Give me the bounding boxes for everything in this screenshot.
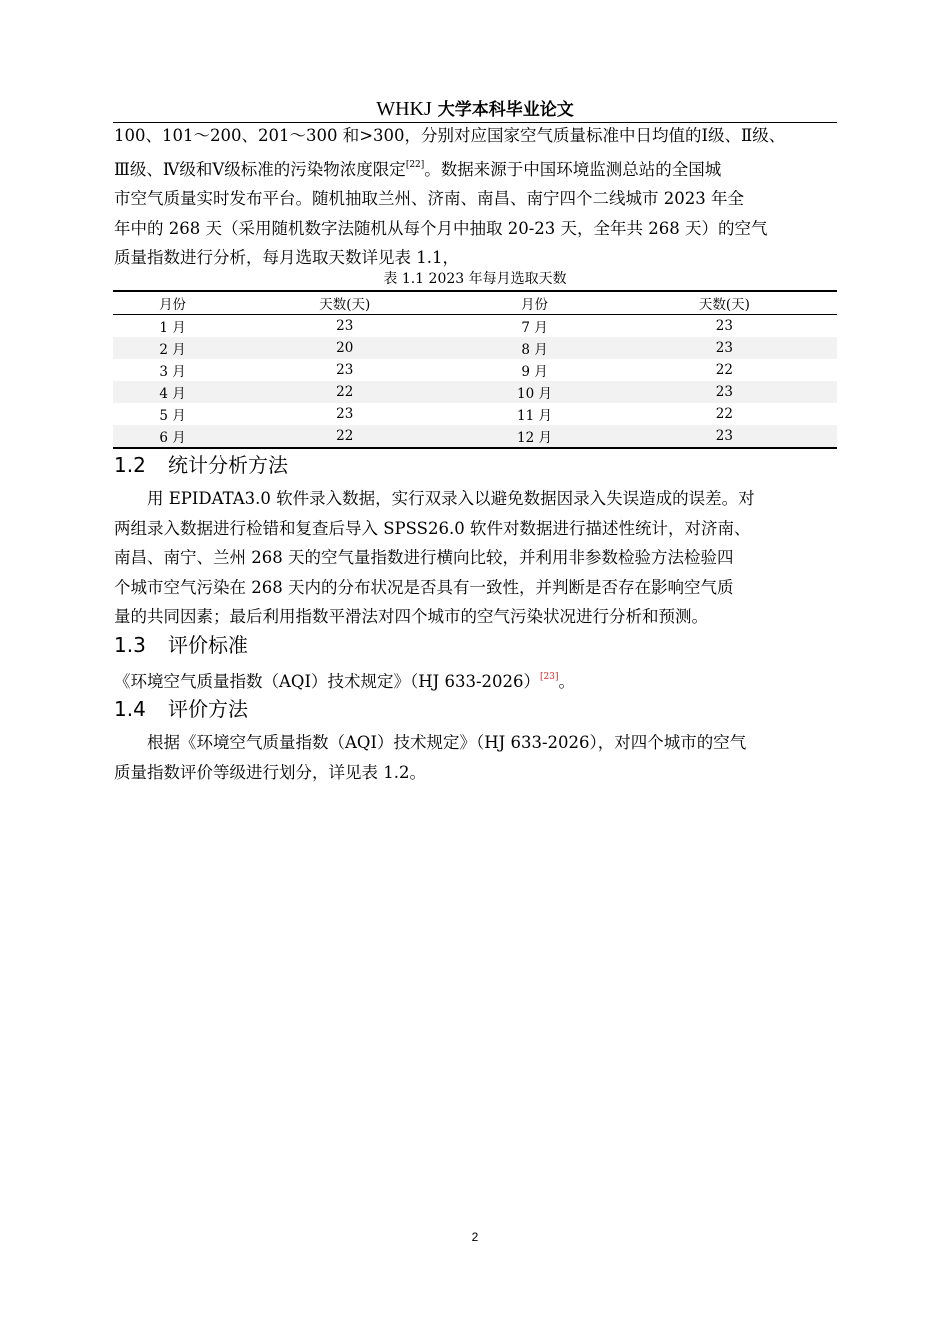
table-cell: 10 月: [457, 381, 611, 403]
section-heading-1-4: [114, 696, 248, 722]
standard-paragraph: [114, 663, 842, 697]
table-cell: 23: [715, 318, 733, 334]
table-row: [113, 337, 837, 359]
section-title: 评价标准: [168, 633, 248, 657]
section-number: 1.2: [114, 453, 146, 477]
table-cell: 11 月: [517, 408, 553, 424]
method-line: 个城市空气污染在 268 天内的分布状况是否具有一致性，并判断是否存在影响空气质: [114, 577, 734, 597]
table-cell: 20: [232, 337, 457, 359]
intro-line: 100、101～200、201～300 和>300，分别对应国家空气质量标准中日均值的Ⅰ级、Ⅱ级、: [114, 126, 786, 145]
evaluation-line: 根据《环境空气质量指数（AQI）技术规定》（HJ 633-2026），对四个城市的空气: [147, 733, 747, 752]
table-cell: 3 月: [159, 364, 186, 380]
table-cell: 22: [232, 425, 457, 448]
table-cell: 22: [232, 381, 457, 403]
standard-line: 《环境空气质量指数（AQI）技术规定》（HJ 633-2026）[23]。: [114, 672, 576, 691]
section-heading-1-3: [114, 632, 248, 658]
column-header: 天数(天): [232, 291, 457, 315]
table-row: [113, 381, 837, 403]
table-cell: 2 月: [113, 337, 232, 359]
table-cell: 23: [336, 406, 354, 422]
page-number: 2: [471, 1230, 479, 1244]
section-heading-1-2: [114, 452, 288, 478]
header-title: 大学本科毕业论文: [437, 100, 574, 120]
table-header-row: [113, 291, 837, 315]
table-cell: 23: [612, 337, 837, 359]
intro-line: 市空气质量实时发布平台。随机抽取兰州、济南、南昌、南宁四个二线城市 2023 年全: [114, 189, 744, 208]
table-cell: 12 月: [457, 425, 611, 448]
table-row: [113, 425, 837, 448]
section-title: 统计分析方法: [168, 453, 288, 477]
table-cell: 8 月: [457, 337, 611, 359]
method-line: 量的共同因素；最后利用指数平滑法对四个城市的空气污染状况进行分析和预测。: [114, 607, 708, 626]
table-row: [113, 359, 837, 381]
section-title: 评价方法: [168, 697, 248, 721]
table-cell: 23: [336, 362, 354, 378]
method-line: 两组录入数据进行检错和复查后导入 SPSS26.0 软件对数据进行描述性统计，对济南、: [114, 518, 751, 538]
method-line: 南昌、南宁、兰州 268 天的空气量指数进行横向比较，并利用非参数检验方法检验四: [114, 548, 734, 567]
table-cell: 22: [715, 406, 733, 422]
method-paragraph: [114, 484, 842, 632]
column-header: 天数(天): [612, 291, 837, 315]
evaluation-line: 质量指数评价等级进行划分，详见表 1.2。: [114, 762, 426, 782]
table-cell: 4 月: [113, 381, 232, 403]
table-row: [113, 315, 837, 338]
table-cell: 22: [715, 362, 733, 378]
intro-paragraph: [114, 121, 842, 273]
table-cell: 9 月: [521, 364, 548, 380]
citation-ref[interactable]: [23]: [540, 672, 559, 682]
table-cell: 23: [612, 381, 837, 403]
method-line: 用 EPIDATA3.0 软件录入数据，实行双录入以避免数据因录入失误造成的误差。对: [147, 489, 755, 508]
section-number: 1.3: [114, 633, 146, 657]
table-caption: 表 1.1 2023 年每月选取天数: [383, 271, 567, 287]
running-header: [0, 98, 950, 121]
table-cell: 6 月: [113, 425, 232, 448]
table-cell: 5 月: [159, 408, 186, 424]
monthly-days-table: [113, 290, 837, 449]
table-cell: 1 月: [159, 320, 186, 336]
column-header: 月份: [113, 291, 232, 315]
table-row: [113, 403, 837, 425]
table-cell: 23: [612, 425, 837, 448]
intro-line: 年中的 268 天（采用随机数字法随机从每个月中抽取 20-23 天，全年共 268 天）的空气: [114, 218, 768, 238]
section-number: 1.4: [114, 697, 146, 721]
evaluation-paragraph: [114, 728, 842, 787]
column-header: 月份: [457, 291, 611, 315]
intro-line: Ⅲ级、Ⅳ级和Ⅴ级标准的污染物浓度限定[22]。数据来源于中国环境监测总站的全国城: [114, 159, 722, 179]
table-cell: 23: [336, 318, 354, 334]
citation-ref[interactable]: [22]: [405, 159, 425, 170]
intro-line: 质量指数进行分析，每月选取天数详见表 1.1，: [114, 248, 459, 267]
header-mark: WHKJ: [376, 98, 432, 120]
table-cell: 7 月: [521, 320, 548, 336]
